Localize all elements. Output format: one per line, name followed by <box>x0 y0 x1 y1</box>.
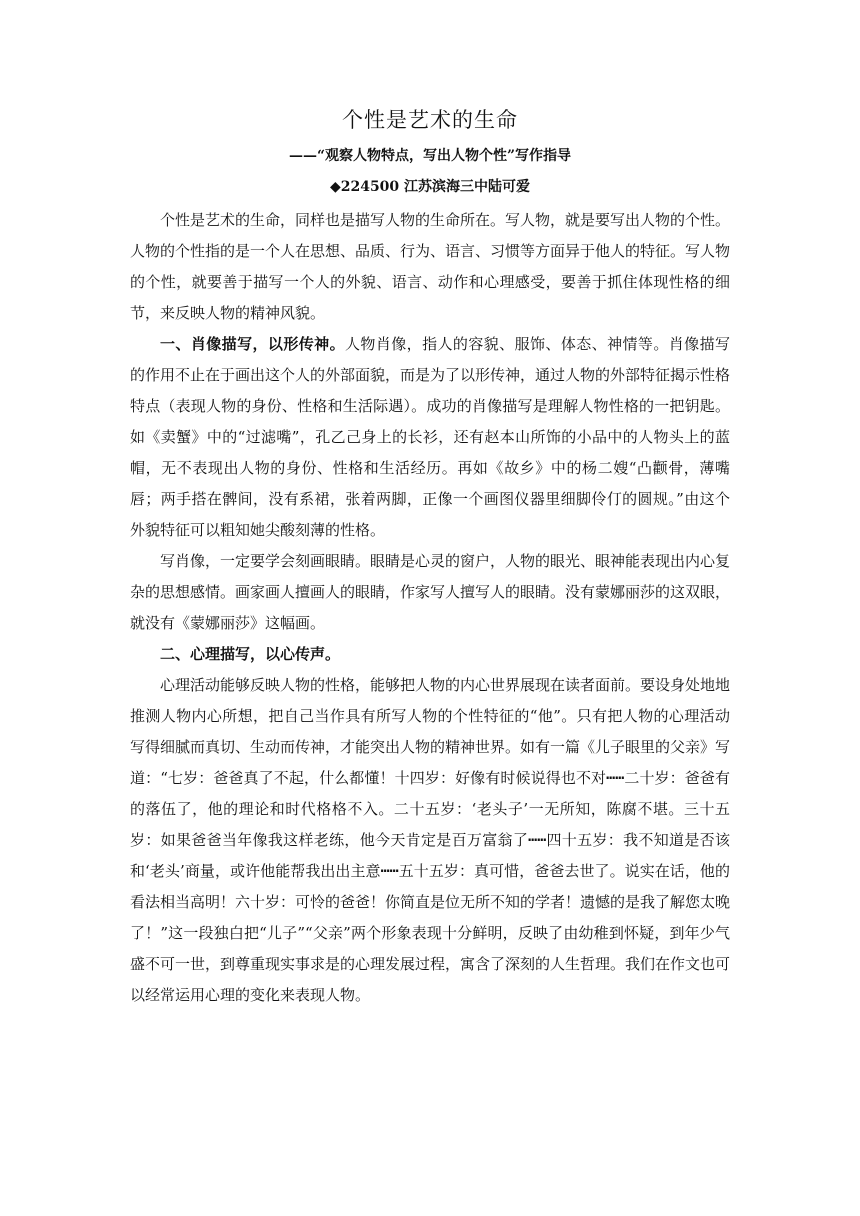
paragraph-eyes <box>130 546 730 639</box>
paragraph-intro <box>130 205 730 329</box>
paragraph-portrait <box>130 329 730 546</box>
paragraph-text: 个性是艺术的生命，同样也是描写人物的生命所在。写人物，就是要写出人物的个性。人物的个性指的是一个人在思想、品质、行为、语言、习惯等方面异于他人的特征。写人物的个性，就要善于描写一个人的外貌、语言、动作和心理感受，要善于抓住体现性格的细节，来反映人物的精神风貌。 <box>130 211 731 322</box>
paragraph-text: 心理活动能够反映人物的性格，能够把人物的内心世界展现在读者面前。要设身处地地推测人物内心所想，把自己当作具有所写人物的个性特征的“他”。只有把人物的心理活动写得细腻而真切、生动而传神，才能突出人物的精神世界。如有一篇《儿子眼里的父亲》写道：“七岁：爸爸真了不起，什么都懂！十四岁：好像有时候说得也不对┅┅二十岁：爸爸有的落伍了，他的理论和时代格格不入。二十五岁：‘老头子’一无所知，陈腐不堪。三十五岁：如果爸爸当年像我这样老练，他今天肯定是百万富翁了┅┅四十五岁：我不知道是否该和‘老头’商量，或许他能帮我出出主意┅┅五十五岁：真可惜，爸爸去世了。说实在话，他的看法相当高明！六十岁：可怜的爸爸！你简直是位无所不知的学者！遗憾的是我了解您太晚了！”这一段独白把“儿子”“父亲”两个形象表现十分鲜明，反映了由幼稚到怀疑，到年少气盛不可一世，到尊重现实事求是的心理发展过程，寓含了深刻的人生哲理。我们在作文也可以经常运用心理的变化来表现人物。 <box>130 676 731 1004</box>
paragraph-psychology-heading <box>130 639 730 670</box>
author-line: ◆224500 江苏滨海三中陆可爱 <box>329 179 531 195</box>
document-title: 个性是艺术的生命 <box>342 108 518 132</box>
section-heading-psychology: 二、心理描写，以心传声。 <box>160 645 341 663</box>
paragraph-text: 人物肖像，指人的容貌、服饰、体态、神情等。肖像描写的作用不止在于画出这个人的外部面貌，而是为了以形传神，通过人物的外部特征揭示性格特点（表现人物的身份、性格和生活际遇）。成功的肖像描写是理解人物性格的一把钥匙。如《卖蟹》中的“过滤嘴”，孔乙己身上的长衫，还有赵本山所饰的小品中的人物头上的蓝帽，无不表现出人物的身份、性格和生活经历。再如《故乡》中的杨二嫂“凸颧骨，薄嘴唇；两手搭在髀间，没有系裙，张着两脚，正像一个画图仪器里细脚伶仃的圆规。”由这个外貌特征可以粗知她尖酸刻薄的性格。 <box>130 335 731 539</box>
paragraph-text: 写肖像，一定要学会刻画眼睛。眼睛是心灵的窗户，人物的眼光、眼神能表现出内心复杂的思想感情。画家画人擅画人的眼睛，作家写人擅写人的眼睛。没有蒙娜丽莎的这双眼，就没有《蒙娜丽莎》这幅画。 <box>130 552 731 632</box>
document-subtitle: ——“观察人物特点，写出人物个性”写作指导 <box>288 148 572 164</box>
paragraph-psychology <box>130 670 730 1011</box>
section-heading-portrait: 一、肖像描写，以形传神。 <box>160 335 345 353</box>
document-body <box>130 205 730 1011</box>
